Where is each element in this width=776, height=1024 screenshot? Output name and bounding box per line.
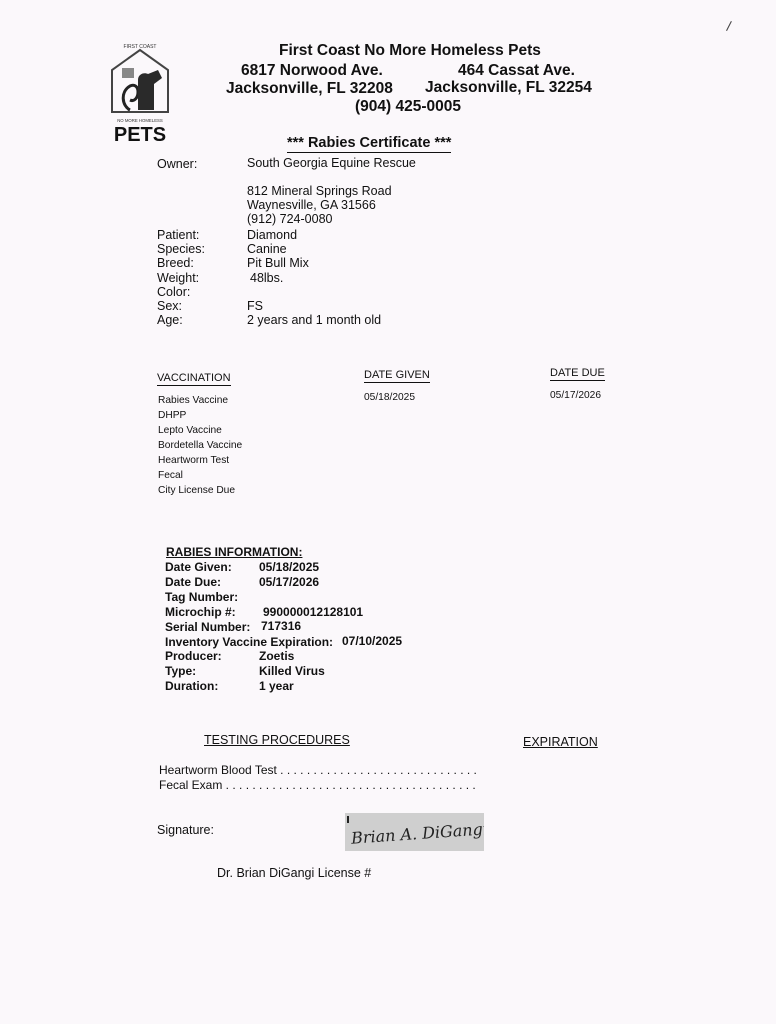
stray-pen-mark: / [725, 17, 733, 35]
patient-color [247, 285, 381, 299]
heartworm-blood-test-row: Heartworm Blood Test . . . . . . . . . . . . . . . . . . . . . . . . . . . . . . [159, 763, 477, 777]
vaccination-item: Rabies Vaccine [158, 395, 229, 406]
vaccination-list [158, 393, 242, 498]
rabies-date-given-label: Date Given: [165, 560, 232, 574]
owner-city: Waynesville, GA 31566 [247, 198, 376, 212]
fecal-exam-row: Fecal Exam . . . . . . . . . . . . . . . . . . . . . . . . . . . . . . . . . . . . . . [159, 778, 476, 792]
inventory-expiration-label: Inventory Vaccine Expiration: [165, 634, 334, 649]
patient-species: Canine [247, 242, 287, 257]
patient-age: 2 years and 1 month old [247, 313, 382, 328]
patient-values [247, 228, 381, 327]
patient-weight: 48lbs. [250, 270, 284, 285]
owner-phone: (912) 724-0080 [247, 212, 333, 226]
inventory-expiration: 07/10/2025 [342, 634, 403, 648]
vaccination-item: Lepto Vaccine [158, 425, 222, 436]
rabies-info-title: RABIES INFORMATION: [166, 545, 303, 559]
rabies-info-date-due: 05/17/2026 [259, 575, 320, 589]
weight-label: Weight: [157, 270, 200, 285]
owner-street: 812 Mineral Springs Road [247, 184, 392, 198]
org-phone: (904) 425-0005 [355, 98, 461, 115]
rabies-date-given: 05/18/2025 [364, 392, 415, 403]
signature-image [345, 813, 484, 851]
patient-name: Diamond [247, 228, 298, 242]
patient-sex: FS [247, 299, 263, 313]
logo-top-text: FIRST COAST [123, 44, 157, 50]
microchip-number: 990000012128101 [263, 605, 364, 619]
vaccination-item: Heartworm Test [158, 455, 230, 466]
date-due-column-header: DATE DUE [550, 367, 605, 379]
expiration-title: EXPIRATION [523, 735, 598, 749]
address2-street: 464 Cassat Ave. [458, 62, 575, 79]
rabies-date-due-label: Date Due: [165, 574, 222, 589]
rabies-date-due: 05/17/2026 [550, 390, 601, 401]
vaccine-type: Killed Virus [259, 664, 325, 678]
patient-breed: Pit Bull Mix [247, 256, 309, 271]
address2-city: Jacksonville, FL 32254 [425, 79, 592, 96]
duration: 1 year [259, 679, 294, 693]
org-name: First Coast No More Homeless Pets [279, 42, 541, 59]
organization-logo [108, 40, 172, 144]
serial-number: 717316 [261, 619, 302, 633]
species-label: Species: [157, 242, 205, 257]
signature-label: Signature: [157, 823, 214, 837]
serial-number-label: Serial Number: [165, 619, 251, 634]
address1-city: Jacksonville, FL 32208 [226, 80, 393, 97]
testing-list [159, 763, 477, 793]
sex-label: Sex: [157, 299, 183, 314]
microchip-label: Microchip #: [165, 604, 236, 619]
logo-pets-text: PETS [113, 124, 167, 144]
producer: Zoetis [259, 649, 295, 663]
rabies-info-date-given: 05/18/2025 [259, 560, 320, 574]
patient-label: Patient: [157, 228, 200, 242]
vaccination-item: Fecal [158, 470, 183, 481]
date-given-column-header: DATE GIVEN [364, 369, 430, 381]
patient-labels [157, 228, 205, 327]
producer-label: Producer: [165, 649, 222, 664]
vaccination-column-header: VACCINATION [157, 372, 231, 384]
logo-sub-text: NO MORE HOMELESS [117, 118, 163, 123]
tag-number-label: Tag Number: [165, 589, 239, 604]
owner-label: Owner: [157, 157, 198, 171]
vaccination-item: DHPP [158, 410, 187, 421]
duration-label: Duration: [165, 679, 219, 694]
testing-procedures-title: TESTING PROCEDURES [204, 733, 350, 747]
color-label: Color: [157, 284, 191, 299]
age-label: Age: [157, 313, 183, 328]
address1-street: 6817 Norwood Ave. [241, 62, 383, 79]
type-label: Type: [165, 664, 197, 679]
handwritten-signature: Brian A. DiGangi [350, 819, 484, 848]
vaccination-item: Bordetella Vaccine [158, 440, 243, 451]
certificate-title: *** Rabies Certificate *** [287, 135, 452, 151]
breed-label: Breed: [157, 256, 194, 271]
veterinarian-name: Dr. Brian DiGangi License # [217, 866, 372, 880]
vaccination-item: City License Due [158, 485, 236, 496]
owner-name: South Georgia Equine Rescue [247, 156, 416, 170]
